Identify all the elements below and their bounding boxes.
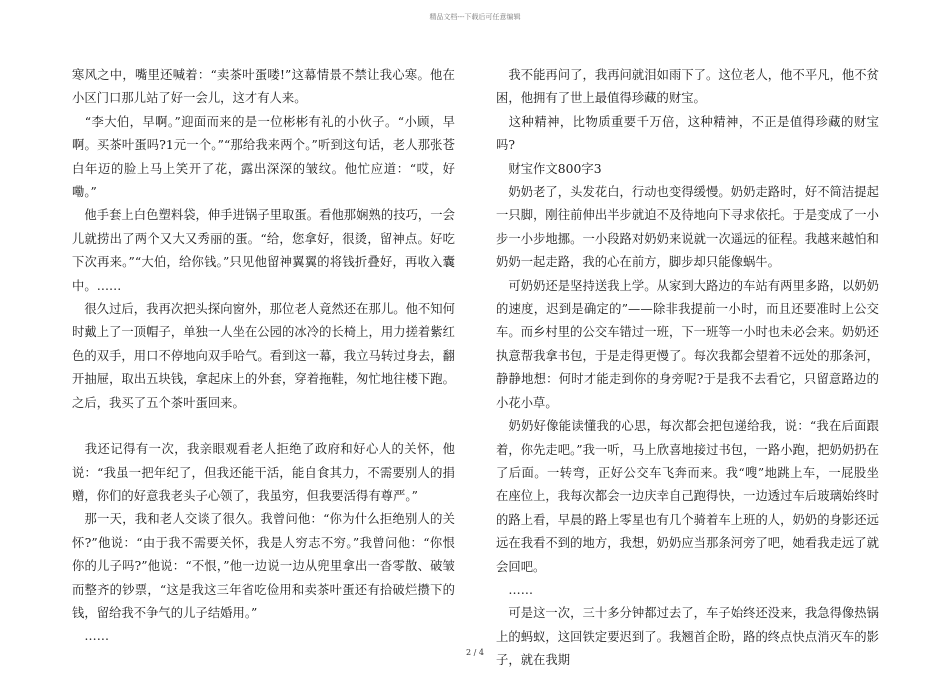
paragraph: 奶奶好像能读懂我的心思，每次都会把包递给我，说：“我在后面跟着，你先走吧。”我一听，马上欣喜地接过书包，一路小跑，把奶奶扔在了后面。一转弯，正好公交车飞奔而来。我“嗖”地跳上车，一屁股坐在座位上，我每次都会一边庆幸自己跑得快，一边透过车后玻璃始终时的路上看，早晨的路上零星也有几个骑着车上班的人，奶奶的身影还远远在我看不到的地方，我想，奶奶应当那条河旁了吧，她看我走远了就会回吧。 (496, 419, 879, 574)
left-column (72, 64, 455, 649)
paragraph: 可是这一次，三十多分钟都过去了，车子始终还没来，我急得像热锅上的蚂蚁，这回铁定要迟到了。我翘首企盼，路的终点快点消灭车的影子，就在我期 (496, 606, 879, 668)
page-header: 精品文档---下载后可任意编辑 (429, 13, 521, 21)
paragraph: 可奶奶还是坚持送我上学。从家到大路边的车站有两里多路，以奶奶的速度，迟到是确定的”——除非我提前一小时，而且还要准时上公交车。而乡村里的公交车错过一班，下一班等一小时也未必会来。奶奶还执意帮我拿书包，于是走得更慢了。每次我都会望着不远处的那条河，静静地想：何时才能走到你的身旁呢?于是我不去看它，只留意路边的小花小草。 (496, 278, 879, 410)
paragraph: 我不能再问了，我再问就泪如雨下了。这位老人，他不平凡，他不贫困，他拥有了世上最值得珍藏的财宝。 (496, 68, 879, 106)
paragraph: 这种精神，比物质重要千万倍，这种精神，不正是值得珍藏的财宝吗? (496, 114, 879, 153)
ellipsis-line: …… (72, 629, 110, 644)
ellipsis-line: …… (496, 582, 534, 597)
paragraph: “李大伯，早啊。”迎面而来的是一位彬彬有礼的小伙子。“小顾，早啊。买茶叶蛋吗?1元一个。”“那给我来两个。”听到这句话，老人那张苍白年迈的脸上马上笑开了花，露出深深的皱纹。他忙应道：“哎，好嘞。” (72, 114, 455, 200)
paragraph: 那一天，我和老人交谈了很久。我曾问他：“你为什么拒绝别人的关怀?”他说：“由于我不需要关怀，我是人穷志不穷。”我曾问他：“你恨你的儿子吗?”他说：“不恨，”他一边说一边从兜里拿出一沓零散、破皱而整齐的钞票，“这是我这三年省吃俭用和卖茶叶蛋还有拾破烂攒下的钱，留给我不争气的儿子结婚用。” (72, 512, 455, 620)
right-column (496, 64, 879, 673)
paragraph: 他手套上白色塑料袋，伸手进锅子里取蛋。看他那娴熟的技巧，一会儿就捞出了两个又大又秀丽的蛋。“给，您拿好，很烫，留神点。好吃下次再来。”“大伯，给你钱。”只见他留神翼翼的将钱折叠好，再收入囊中。…… (72, 208, 455, 293)
page-number: 2 / 4 (466, 648, 484, 657)
paragraph: 我还记得有一次，我亲眼观看老人拒绝了政府和好心人的关怀，他说：“我虽一把年纪了，但我还能干活，能自食其力，不需要别人的捐赠，你们的好意我老头子心领了，我虽穷，但我要活得有尊严。” (72, 442, 455, 503)
paragraph: 很久过后，我再次把头探向窗外，那位老人竟然还在那儿。他不知何时戴上了一顶帽子，单独一人坐在公园的冰冷的长椅上，用力搓着紫红色的双手，用口不停地向双手哈气。看到这一幕，我立马转过身去，翻开抽屉，取出五块钱，拿起床上的外套，穿着拖鞋，匆忙地往楼下跑。之后，我买了五个茶叶蛋回来。 (72, 302, 455, 410)
paragraph: 奶奶老了，头发花白，行动也变得缓慢。奶奶走路时，好不简洁提起一只脚，刚往前伸出半步就迫不及待地向下寻求依托。于是变成了一小步一小步地挪。一小段路对奶奶来说就一次遥远的征程。我越来越怕和奶奶一起走路，我的心在前方，脚步却只能像蜗牛。 (496, 185, 879, 270)
paragraph: 寒风之中，嘴里还喊着：“卖茶叶蛋喽!”这幕情景不禁让我心寒。他在小区门口那儿站了好一会儿，这才有人来。 (72, 68, 455, 106)
section-title: 财宝作文800字3 (496, 161, 602, 176)
